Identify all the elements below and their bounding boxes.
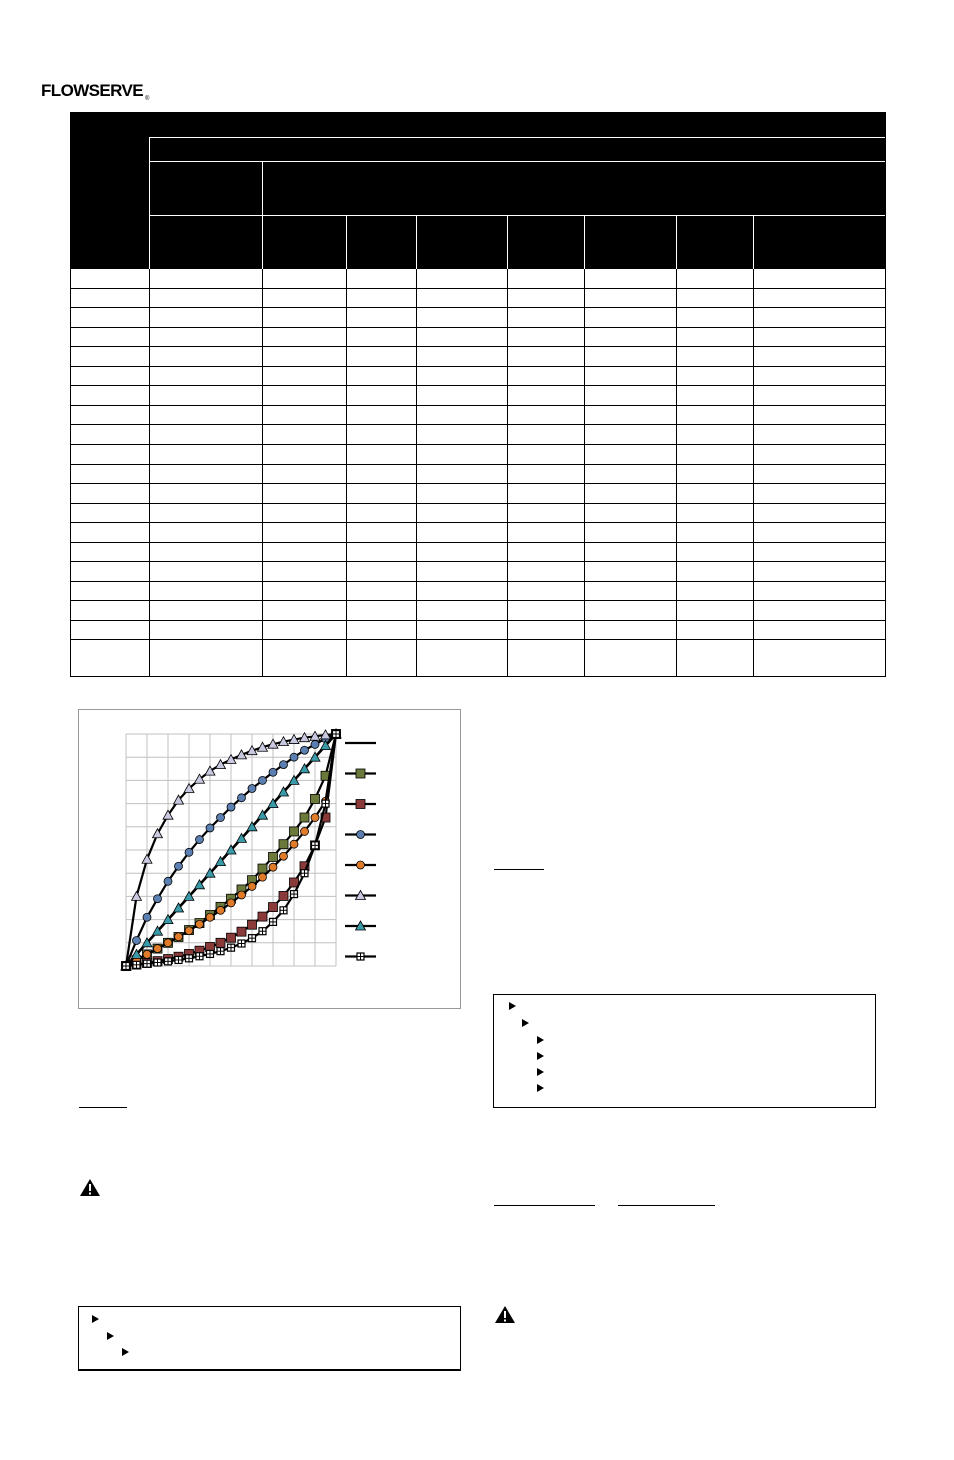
arrow-icon	[537, 1036, 544, 1044]
arrow-icon	[122, 1348, 129, 1356]
table-row	[71, 327, 885, 328]
table-column-divider	[676, 269, 677, 676]
series-3-point	[164, 877, 172, 885]
table-row	[71, 522, 885, 523]
table-column-divider	[262, 269, 263, 676]
series-2-point	[269, 903, 278, 912]
arrow-icon	[509, 1002, 516, 1010]
series-5-point	[153, 829, 163, 838]
series-4-point	[311, 814, 319, 822]
table-row	[71, 581, 885, 582]
right-heading-underline	[494, 869, 544, 870]
series-4-point	[185, 927, 193, 935]
warning-icon	[494, 1305, 516, 1324]
arrow-icon	[537, 1084, 544, 1092]
table-row	[71, 503, 885, 504]
series-4-point	[290, 840, 298, 848]
table-row	[71, 561, 885, 562]
flowserve-logo	[41, 78, 151, 104]
warning-icon	[79, 1178, 101, 1197]
table-row	[71, 307, 885, 308]
table-row	[71, 483, 885, 484]
series-3-point	[196, 836, 204, 844]
series-3-point	[154, 895, 162, 903]
series-2-point	[248, 920, 257, 929]
table-row	[71, 542, 885, 543]
series-1-point	[290, 827, 299, 836]
series-4-point	[248, 882, 256, 890]
series-4-point	[143, 950, 151, 958]
table-row	[71, 405, 885, 406]
series-3-point	[133, 936, 141, 944]
series-4-point	[217, 906, 225, 914]
series-4-point	[206, 913, 214, 921]
series-1-point	[311, 794, 320, 803]
series-2-point	[227, 933, 236, 942]
table-column-divider	[346, 269, 347, 676]
table-row	[71, 639, 885, 640]
series-4-point	[227, 899, 235, 907]
fraction-underline-left	[494, 1205, 595, 1206]
table-row	[71, 346, 885, 347]
series-4-point	[301, 827, 309, 835]
series-1-point	[269, 852, 278, 861]
table-column-divider	[584, 269, 585, 676]
series-3-point	[185, 848, 193, 856]
table-column-divider	[507, 269, 508, 676]
series-4-point	[196, 920, 204, 928]
arrow-icon	[92, 1315, 99, 1323]
series-3-point	[280, 761, 288, 769]
series-4-point	[154, 945, 162, 953]
series-4-point	[238, 891, 246, 899]
series-3-point	[301, 746, 309, 754]
series-2-point	[216, 938, 225, 947]
series-5-point	[205, 766, 215, 775]
series-3-point	[290, 753, 298, 761]
table-row	[71, 288, 885, 289]
series-3-point	[227, 803, 235, 811]
svg-text:®: ®	[145, 96, 150, 102]
chart-svg	[79, 710, 460, 1008]
table-column-divider	[416, 269, 417, 676]
table-row	[71, 600, 885, 601]
series-3-point	[143, 913, 151, 921]
fraction-underline-right	[618, 1205, 715, 1206]
series-2-point	[279, 891, 288, 900]
data-table	[70, 112, 886, 677]
table-row	[71, 424, 885, 425]
series-3-point	[206, 824, 214, 832]
series-3-point	[175, 862, 183, 870]
arrow-icon	[522, 1019, 529, 1027]
series-1-point	[300, 813, 309, 822]
left-heading-underline	[79, 1107, 127, 1108]
series-4-point	[175, 933, 183, 941]
right-menu-path-box	[493, 994, 876, 1108]
series-3-point	[217, 814, 225, 822]
series-5-point	[142, 854, 152, 863]
series-4-point	[259, 873, 267, 881]
table-row	[71, 464, 885, 465]
table-row	[71, 366, 885, 367]
characteristic-chart	[78, 709, 461, 1009]
table-column-divider	[753, 269, 754, 676]
table-row	[71, 444, 885, 445]
svg-text:FLOWSERVE: FLOWSERVE	[41, 81, 143, 100]
legend-marker-1	[356, 769, 365, 778]
series-1-point	[258, 864, 267, 873]
table-column-divider	[149, 269, 150, 676]
series-2-point	[237, 927, 246, 936]
series-1-point	[279, 840, 288, 849]
legend-marker-2	[356, 800, 365, 809]
series-3-point	[269, 768, 277, 776]
series-3-point	[238, 794, 246, 802]
series-3-point	[248, 785, 256, 793]
series-4-point	[164, 939, 172, 947]
legend-marker-3	[357, 831, 365, 839]
legend-marker-4	[357, 861, 365, 869]
series-3-point	[259, 776, 267, 784]
series-2-point	[258, 912, 267, 921]
table-row	[71, 385, 885, 386]
series-3-point	[311, 740, 319, 748]
arrow-icon	[107, 1332, 114, 1340]
series-4-point	[269, 863, 277, 871]
left-menu-path-box	[78, 1306, 461, 1371]
series-4-point	[280, 852, 288, 860]
arrow-icon	[537, 1068, 544, 1076]
table-row	[71, 620, 885, 621]
arrow-icon	[537, 1052, 544, 1060]
